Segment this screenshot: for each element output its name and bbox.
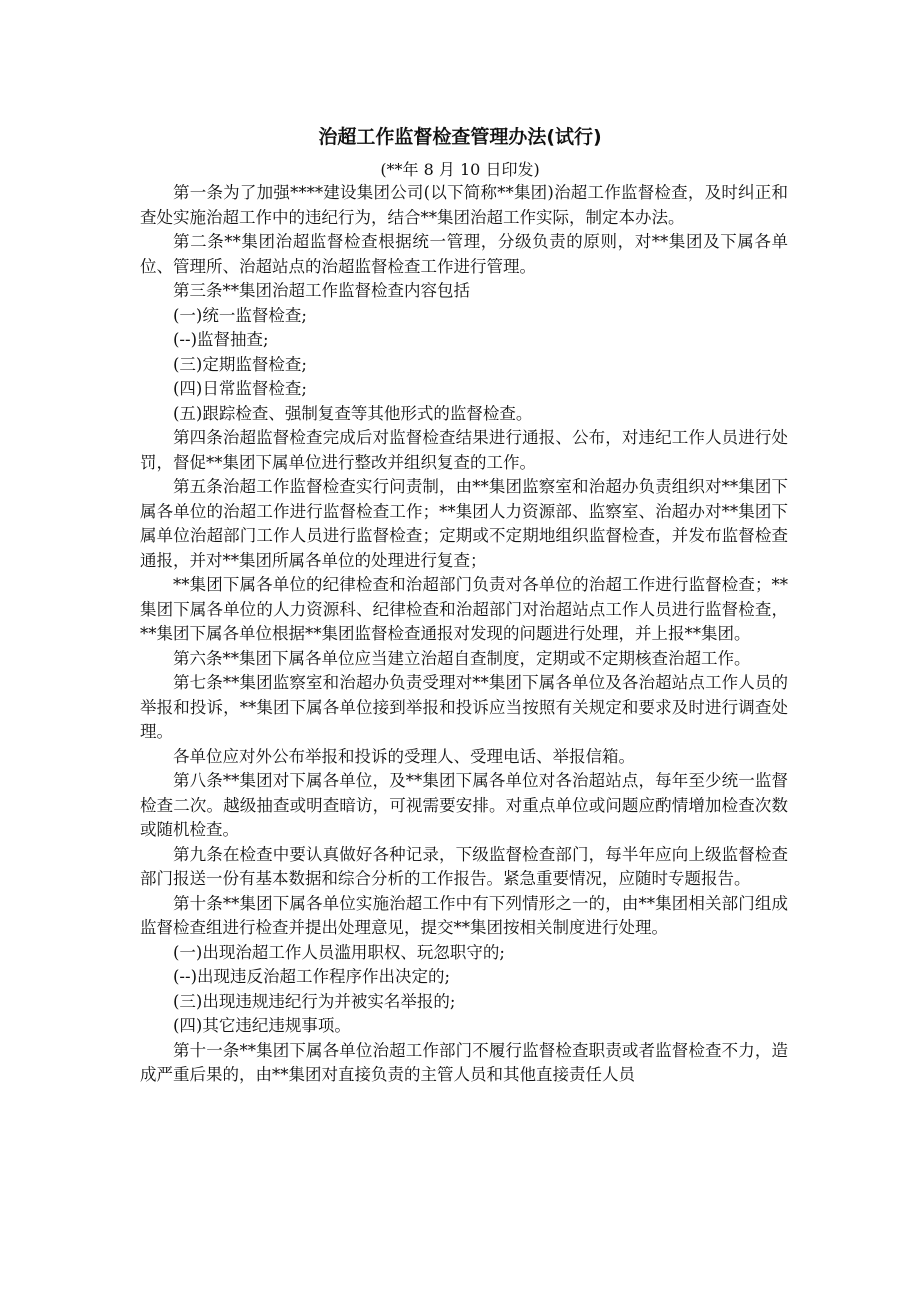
list-item: (三)出现违规违纪行为并被实名举报的; (173, 991, 456, 1011)
list-item: (一)出现治超工作人员滥用职权、玩忽职守的; (173, 942, 505, 962)
list-item: (一)统一监督检查; (173, 305, 307, 325)
paragraph-article-11: 第十一条**集团下属各单位治超工作部门不履行监督检查职责或者监督检查不力，造成严重后果的，由**集团对直接负责的主管人员和其他直接责任人员 (140, 1040, 788, 1084)
paragraph-article-9: 第九条在检查中要认真做好各种记录，下级监督检查部门，每半年应向上级监督检查部门报送一份有基本数据和综合分析的工作报告。紧急重要情况，应随时专题报告。 (140, 844, 788, 888)
list-item: (--)监督抽查; (173, 330, 269, 349)
list-item: (--)出现违反治超工作程序作出决定的; (173, 967, 451, 986)
paragraph-article-7: 第七条**集团监察室和治超办负责受理对**集团下属各单位及各治超站点工作人员的举报和投诉，**集团下属各单位接到举报和投诉应当按照有关规定和要求及时进行调查处理。 (140, 673, 788, 741)
document-title: 治超工作监督检查管理办法(试行) (318, 126, 602, 148)
paragraph-article-3: 第三条**集团治超工作监督检查内容包括 (173, 281, 470, 300)
list-item: (四)其它违纪违规事项。 (173, 1016, 351, 1035)
paragraph-article-5-continued: **集团下属各单位的纪律检查和治超部门负责对各单位的治超工作进行监督检查；**集团下属各单位的人力资源科、纪律检查和治超部门对治超站点工作人员进行监督检查，**集团下属各单位根据**集团监督检查通报对发现的问题进行处理，并上报**集团。 (140, 575, 788, 643)
paragraph-article-5: 第五条治超工作监督检查实行问责制，由**集团监察室和治超办负责组织对**集团下属各单位的治超工作进行监督检查工作；**集团人力资源部、监察室、治超办对**集团下属单位治超部门工作人员进行监督检查；定期或不定期地组织监督检查，并发布监督检查通报，并对**集团所属各单位的处理进行复查； (140, 477, 788, 570)
list-item: (三)定期监督检查; (173, 354, 307, 374)
paragraph-article-2: 第二条**集团治超监督检查根据统一管理，分级负责的原则，对**集团及下属各单位、管理所、治超站点的治超监督检查工作进行管理。 (140, 232, 788, 276)
document-body (140, 181, 788, 1088)
paragraph-article-10: 第十条**集团下属各单位实施治超工作中有下列情形之一的，由**集团相关部门组成监督检查组进行检查并提出处理意见，提交**集团按相关制度进行处理。 (140, 893, 788, 937)
paragraph-article-6: 第六条**集团下属各单位应当建立治超自查制度，定期或不定期核查治超工作。 (173, 648, 751, 668)
paragraph-article-1: 第一条为了加强****建设集团公司(以下简称**集团)治超工作监督检查，及时纠正和查处实施治超工作中的违纪行为，结合**集团治超工作实际，制定本办法。 (140, 183, 788, 227)
list-item: (五)跟踪检查、强制复查等其他形式的监督检查。 (173, 403, 533, 423)
paragraph-article-8: 第八条**集团对下属各单位，及**集团下属各单位对各治超站点，每年至少统一监督检查二次。越级抽查或明查暗访，可视需要安排。对重点单位或问题应酌情增加检查次数或随机检查。 (140, 771, 788, 839)
paragraph-article-4: 第四条治超监督检查完成后对监督检查结果进行通报、公布，对违纪工作人员进行处罚，督促**集团下属单位进行整改并组织复查的工作。 (140, 428, 788, 472)
document-subtitle: (**年 8 月 10 日印发) (380, 160, 540, 179)
paragraph-article-7-continued: 各单位应对外公布举报和投诉的受理人、受理电话、举报信箱。 (173, 746, 635, 766)
list-item: (四)日常监督检查; (173, 379, 307, 398)
